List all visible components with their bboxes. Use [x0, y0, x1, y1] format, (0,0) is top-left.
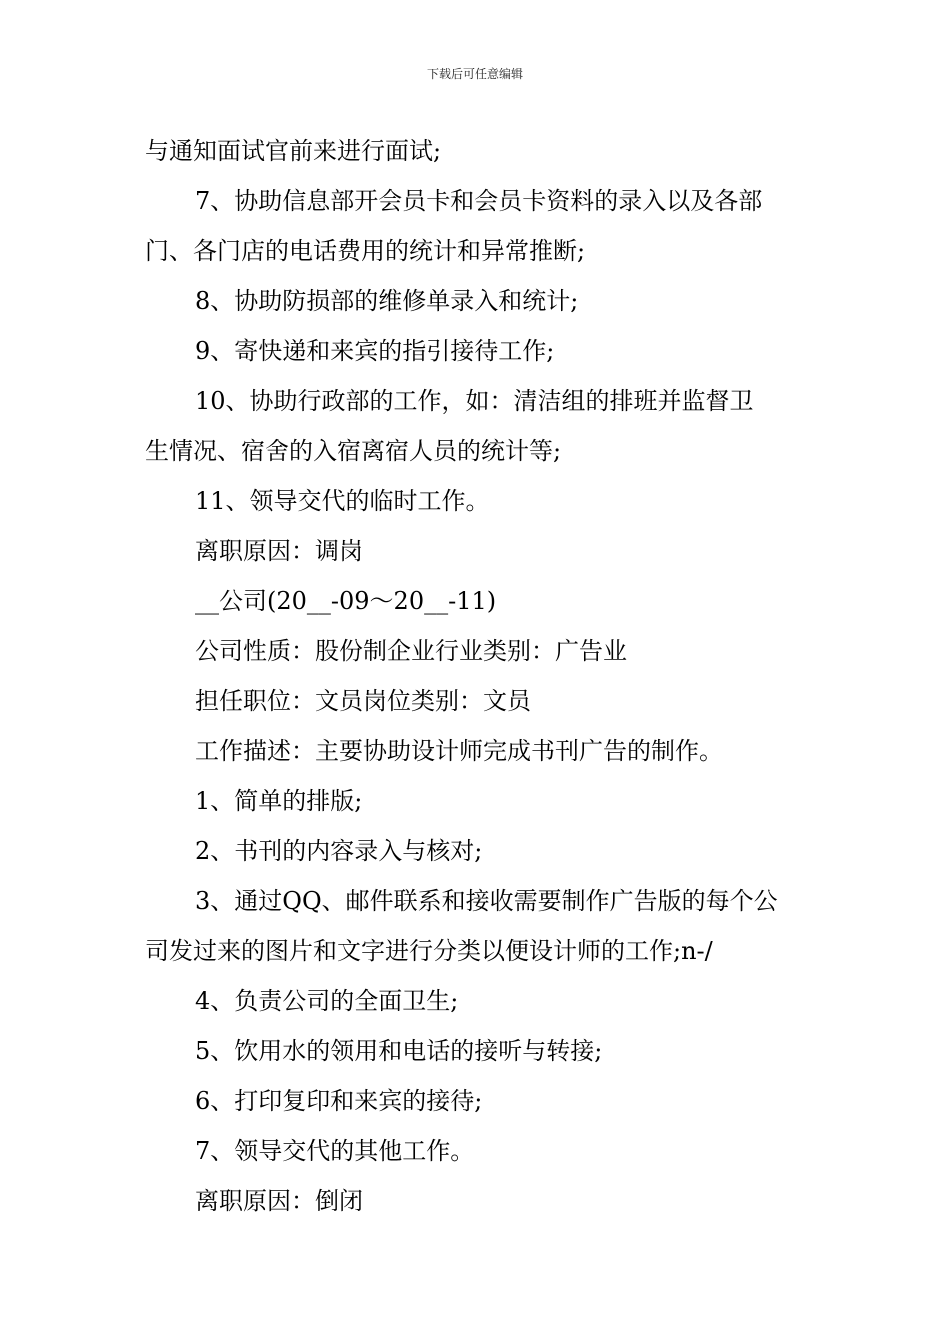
text-line: 工作描述：主要协助设计师完成书刊广告的制作。	[195, 737, 723, 765]
text-line: 5、饮用水的领用和电话的接听与转接;	[195, 1037, 603, 1065]
text-line: 9、寄快递和来宾的指引接待工作;	[195, 337, 555, 365]
text-line: 11、领导交代的临时工作。	[195, 487, 490, 515]
text-line: 7、协助信息部开会员卡和会员卡资料的录入以及各部	[195, 187, 763, 215]
text-line: 离职原因：倒闭	[195, 1187, 363, 1215]
text-line: __公司(20__-09～20__-11)	[195, 587, 497, 615]
page-header: 下载后可任意编辑	[426, 67, 523, 81]
text-line: 离职原因：调岗	[195, 537, 363, 565]
text-line: 1、简单的排版;	[195, 787, 363, 815]
text-line: 8、协助防损部的维修单录入和统计;	[195, 287, 579, 315]
text-line: 与通知面试官前来进行面试;	[145, 137, 442, 165]
text-line: 10、协助行政部的工作，如：清洁组的排班并监督卫	[195, 387, 754, 415]
document-body	[145, 126, 810, 1226]
text-line: 4、负责公司的全面卫生;	[195, 987, 459, 1015]
text-line: 门、各门店的电话费用的统计和异常推断;	[145, 237, 586, 265]
text-line: 7、领导交代的其他工作。	[195, 1137, 475, 1165]
text-line: 公司性质：股份制企业行业类别：广告业	[195, 637, 627, 665]
text-line: 司发过来的图片和文字进行分类以便设计师的工作;n-/	[145, 937, 713, 965]
text-line: 2、书刊的内容录入与核对;	[195, 837, 483, 865]
text-line: 3、通过QQ、邮件联系和接收需要制作广告版的每个公	[195, 887, 778, 915]
text-line: 担任职位：文员岗位类别：文员	[195, 687, 531, 715]
text-line: 生情况、宿舍的入宿离宿人员的统计等;	[145, 437, 562, 465]
text-line: 6、打印复印和来宾的接待;	[195, 1087, 483, 1115]
